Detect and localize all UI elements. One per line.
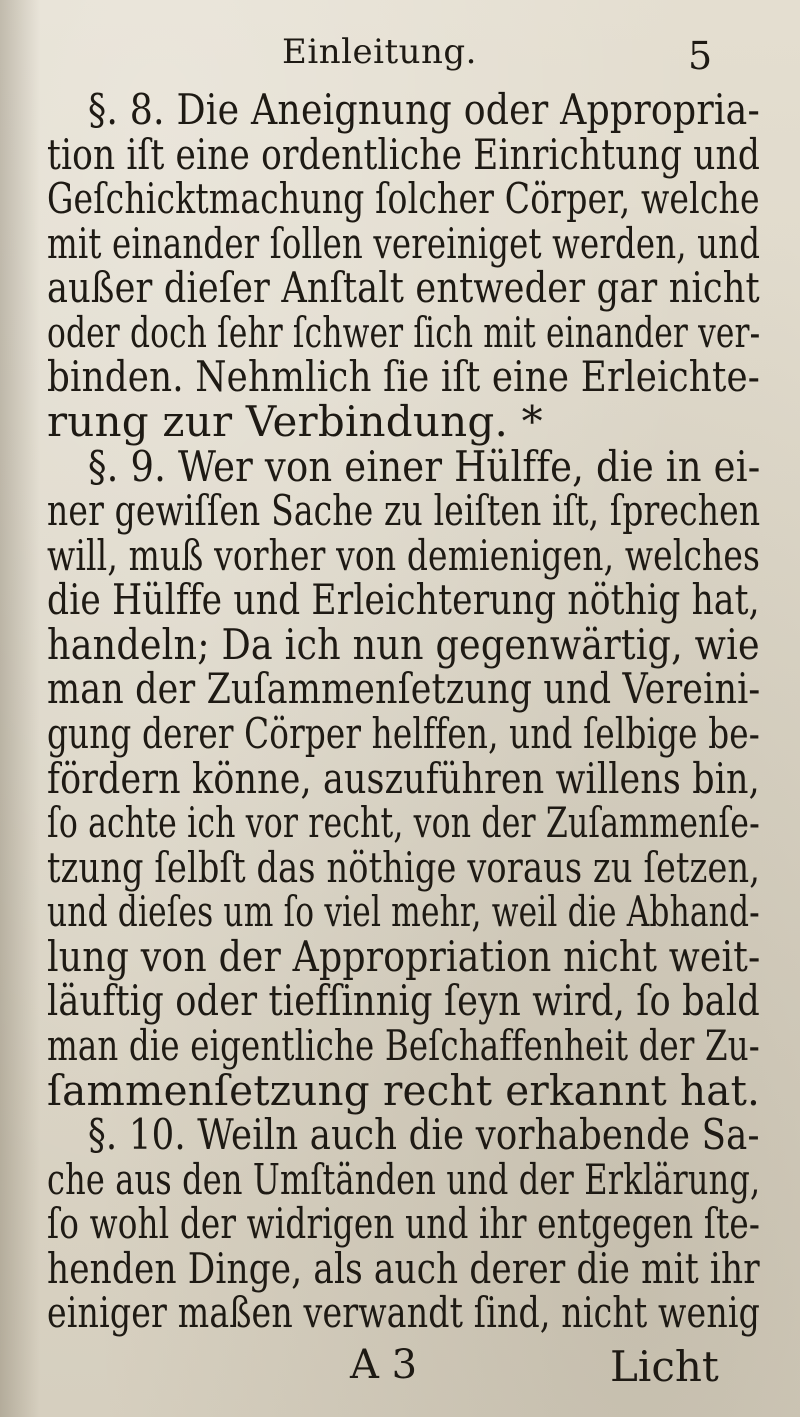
text-line-7: binden. Nehmlich ſie iſt eine Erleichte- [47,352,761,402]
text-line-21: läuftig oder tiefſinnig ſeyn wird, ſo bald [47,976,760,1026]
text-line-26: ſo wohl der widrigen und ihr entgegen ſte- [47,1199,761,1249]
text-line-16: fördern könne, auszuführen willens bin, [47,753,760,803]
text-line-24: §. 10. Weiln auch die vorhabende Sa- [88,1110,760,1160]
text-line-19: und dieſes um ſo viel mehr, weil die Abhand- [47,887,760,937]
text-line-2: tion iſt eine ordentliche Einrichtung und [47,129,761,179]
text-line-1: §. 8. Die Aneignung oder Appropria- [88,85,760,134]
text-line-5: außer dieſer Anſtalt entweder gar nicht [47,263,760,313]
page-footer [0,1342,800,1392]
signature-mark: A 3 [350,1342,418,1388]
text-line-4: mit einander ſollen vereiniget werden, und [47,218,761,268]
text-line-18: tzung ſelbſt das nöthige voraus zu ſetzen, [47,842,761,892]
text-line-12: die Hülffe und Erleichterung nöthig hat, [47,575,760,625]
text-line-22: man die eigentliche Beſchaffenheit der Zu- [47,1021,760,1070]
text-line-8: rung zur Verbindung. * [47,397,543,446]
page-header [0,26,800,86]
text-line-11: will, muß vorher von demienigen, welches [47,530,761,580]
text-line-15: gung derer Cörper helffen, und ſelbige be- [47,709,760,758]
text-line-14: man der Zuſammenſetzung und Vereini- [47,664,761,714]
text-line-27: henden Dinge, als auch derer die mit ihr [47,1243,760,1293]
text-line-10: ner gewiſſen Sache zu leiſten iſt, ſprechen [47,486,761,536]
text-line-3: Geſchicktmachung ſolcher Cörper, welche [47,174,760,224]
text-line-6: oder doch ſehr ſchwer ſich mit einander ver- [47,307,761,357]
text-line-28: einiger maßen verwandt ſind, nicht wenig [47,1288,761,1338]
catchword: Licht [610,1342,719,1391]
page-number: 5 [688,34,713,78]
running-head: Einleitung. [282,32,477,72]
text-line-9: §. 9. Wer von einer Hülffe, die in ei- [88,441,761,491]
text-line-25: che aus den Umſtänden und der Erklärung, [47,1154,761,1204]
text-line-13: handeln; Da ich nun gegenwärtig, wie [47,619,760,669]
text-line-23: ſammenſetzung recht erkannt hat. [47,1065,761,1115]
page-gutter-shadow [0,0,40,1417]
text-line-20: lung von der Appropriation nicht weit- [47,931,761,981]
text-line-17: ſo achte ich vor recht, von der Zuſammenſe- [47,798,760,848]
